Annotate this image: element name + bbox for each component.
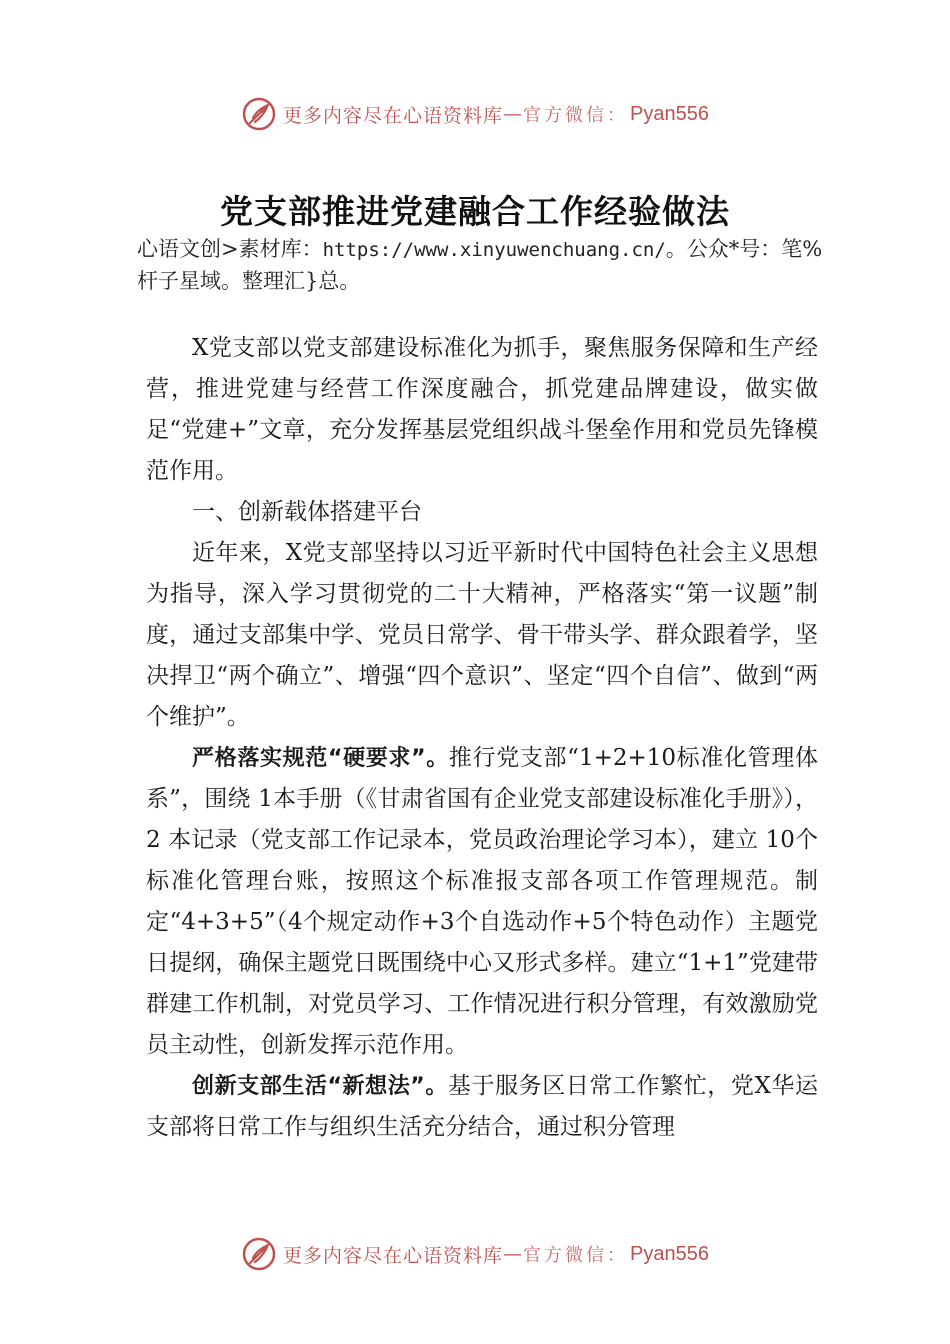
quill-logo-icon [241,96,277,132]
source-url: https://www.xinyuwenchuang.cn/ [322,239,666,261]
banner-wechat-label: 官方微信： [523,1245,629,1266]
banner-dash: — [503,103,524,125]
paragraph-innovation-text: 基于服务区日常工作繁忙，党X华运支部将日常工作与组织生活充分结合，通过积分管理 [146,1073,819,1140]
footer-watermark-banner [0,1232,950,1276]
source-note [137,234,837,297]
paragraph-standard [146,738,818,1066]
document-body [146,328,818,1148]
banner-wechat-id: Pyan556 [630,102,709,125]
banner-dash: — [503,1243,524,1265]
banner-wechat-label: 官方微信： [523,105,629,126]
paragraph-innovation-lead: 创新支部生活“新想法”。 [192,1074,448,1099]
paragraph-standard-lead: 严格落实规范“硬要求”。 [192,746,449,771]
document-title: 党支部推进党建融合工作经验做法 [220,192,730,231]
paragraph-intro: X党支部以党支部建设标准化为抓手，聚焦服务保障和生产经营，推进党建与经营工作深度融合，抓党建品牌建设，做实做足“党建+”文章，充分发挥基层党组织战斗堡垒作用和党员先锋模范作用。 [146,335,818,484]
banner-text: 更多内容尽在心语资料库 [283,104,504,127]
header-watermark-banner [0,92,950,136]
paragraph-standard-text: 推行党支部“1+2+10标准化管理体系”，围绕 1本手册（《甘肃省国有企业党支部建设标准化手册》），2 本记录（党支部工作记录本，党员政治理论学习本），建立 10个标准化管理台账，按照这个标准报支部各项工作管理规范。制定“4+3+5”（4个规定动作+3个自选动作+5个特色动作）主题党日提纲，确保主题党日既围绕中心又形式多样。建立“1+1”党建带群建工作机制，对党员学习、工作情况进行积分管理，有效激励党员主动性，创新发挥示范作用。 [146,745,818,1058]
section-heading: 一、创新载体搭建平台 [192,499,422,525]
banner-wechat-id: Pyan556 [630,1242,709,1265]
banner-text: 更多内容尽在心语资料库 [283,1244,504,1267]
paragraph-study: 近年来，X党支部坚持以习近平新时代中国特色社会主义思想为指导，深入学习贯彻党的二十大精神，严格落实“第一议题”制度，通过支部集中学、党员日常学、骨干带头学、群众跟着学，坚决捍卫“两个确立”、增强“四个意识”、坚定“四个自信”、做到“两个维护”。 [146,540,818,730]
paragraph-innovation [146,1066,818,1148]
quill-logo-icon [241,1236,277,1272]
source-suffix: 。公众*号：笔%杆子星域。整理汇}总。 [137,237,823,293]
source-prefix: 心语文创>素材库： [137,237,323,261]
